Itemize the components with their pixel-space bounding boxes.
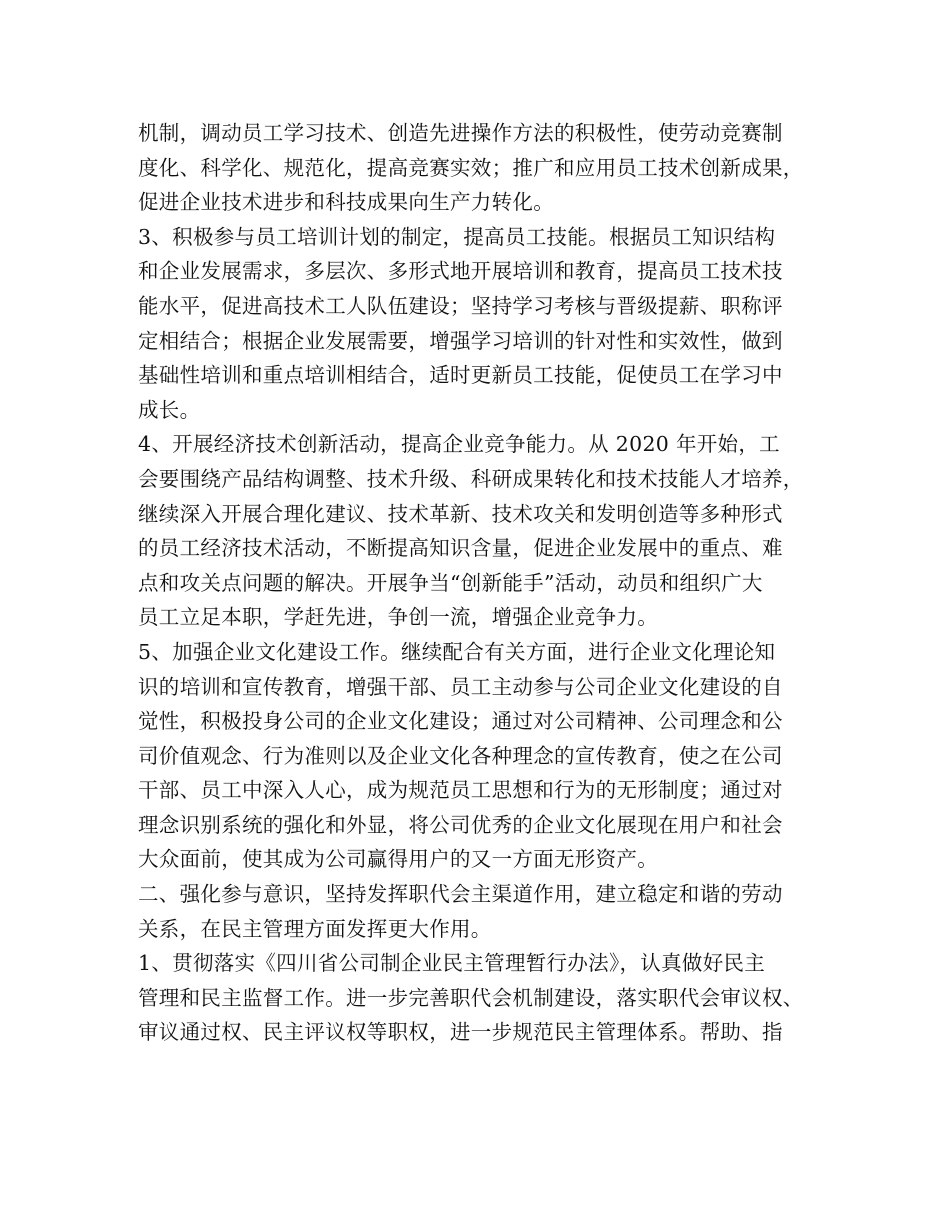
text-line: 大众面前，使其成为公司赢得用户的又一方面无形资产。 <box>138 847 658 872</box>
text-line: 基础性培训和重点培训相结合，适时更新员工技能，促使员工在学习中 <box>138 363 783 388</box>
text-line: 定相结合；根据企业发展需要，增强学习培训的针对性和实效性，做到 <box>138 328 783 353</box>
text-line: 4、开展经济技术创新活动，提高企业竞争能力。从 2020 年开始，工 <box>138 432 780 457</box>
document-body <box>138 116 828 1050</box>
text-line: 5、加强企业文化建设工作。继续配合有关方面，进行企业文化理论知 <box>138 639 776 664</box>
text-line: 3、积极参与员工培训计划的制定，提高员工技能。根据员工知识结构 <box>138 224 776 249</box>
text-line: 管理和民主监督工作。进一步完善职代会机制建设，落实职代会审议权、 <box>138 985 804 1010</box>
text-line: 员工立足本职，学赶先进，争创一流，增强企业竞争力。 <box>138 605 658 630</box>
text-line: 审议通过权、民主评议权等职权，进一步规范民主管理体系。帮助、指 <box>138 1020 783 1045</box>
text-line: 和企业发展需求，多层次、多形式地开展培训和教育，提高员工技术技 <box>138 259 783 284</box>
text-line: 促进企业技术进步和科技成果向生产力转化。 <box>138 190 554 215</box>
text-line: 1、贯彻落实《四川省公司制企业民主管理暂行办法》，认真做好民主 <box>138 951 766 976</box>
text-line: 点和攻关点问题的解决。开展争当“创新能手”活动，动员和组织广大 <box>138 570 763 595</box>
text-line: 二、强化参与意识，坚持发挥职代会主渠道作用，建立稳定和谐的劳动 <box>138 882 783 907</box>
text-line: 成长。 <box>138 397 201 422</box>
text-line: 司价值观念、行为准则以及企业文化各种理念的宣传教育，使之在公司 <box>138 743 783 768</box>
text-line: 关系，在民主管理方面发挥更大作用。 <box>138 916 492 941</box>
text-line: 机制，调动员工学习技术、创造先进操作方法的积极性，使劳动竞赛制 <box>138 121 783 145</box>
text-line: 理念识别系统的强化和外显，将公司优秀的企业文化展现在用户和社会 <box>138 812 783 837</box>
text-line: 干部、员工中深入人心，成为规范员工思想和行为的无形制度；通过对 <box>138 778 783 803</box>
text-line: 能水平，促进高技术工人队伍建设；坚持学习考核与晋级提薪、职称评 <box>138 293 783 318</box>
text-line: 继续深入开展合理化建议、技术革新、技术攻关和发明创造等多种形式 <box>138 501 783 526</box>
text-line: 度化、科学化、规范化，提高竞赛实效；推广和应用员工技术创新成果， <box>138 155 804 180</box>
text-line: 的员工经济技术活动，不断提高知识含量，促进企业发展中的重点、难 <box>138 536 783 561</box>
text-line: 会要围绕产品结构调整、技术升级、科研成果转化和技术技能人才培养， <box>138 466 804 491</box>
text-line: 识的培训和宣传教育，增强干部、员工主动参与公司企业文化建设的自 <box>138 674 783 699</box>
text-line: 觉性，积极投身公司的企业文化建设；通过对公司精神、公司理念和公 <box>138 709 783 734</box>
